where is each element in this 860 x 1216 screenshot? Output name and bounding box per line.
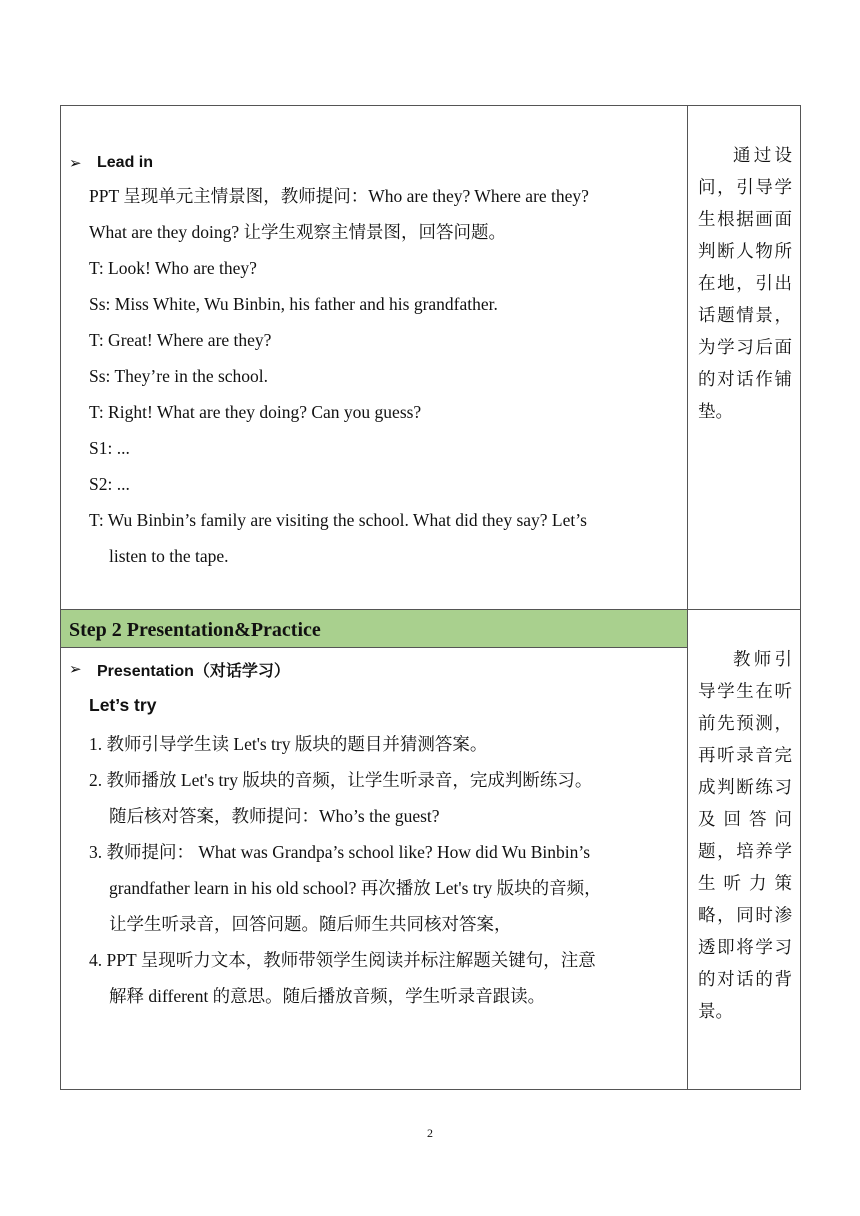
lets-try-heading: Let’s try <box>89 695 157 715</box>
lesson-plan-table <box>60 105 801 1090</box>
arrow-bullet-icon: ➢ <box>69 660 82 678</box>
lead-in-heading: Lead in <box>97 154 154 171</box>
arrow-bullet-icon: ➢ <box>69 154 82 172</box>
lead-in-line: listen to the tape. <box>109 546 229 566</box>
step2-item-line: 解释 different 的意思。随后播放音频，学生听录音跟读。 <box>109 986 546 1006</box>
lead-in-note-cell <box>688 106 801 610</box>
lead-in-note: 通过设问，引导学生根据画面判断人物所在地，引出话题情景，为学习后面的对话作铺垫。 <box>698 146 792 422</box>
step2-item-line: 4. PPT 呈现听力文本，教师带领学生阅读并标注解题关键句，注意 <box>89 950 596 970</box>
lead-in-line: S2: ... <box>89 474 130 494</box>
lead-in-line: T: Great! Where are they? <box>89 330 272 350</box>
lead-in-line: PPT 呈现单元主情景图，教师提问：Who are they? Where are they? <box>89 186 589 206</box>
lead-in-line: T: Wu Binbin’s family are visiting the school. What did they say? Let’s <box>89 510 587 530</box>
step2-title: Step 2 Presentation&Practice <box>61 610 687 648</box>
step2-item-line: 随后核对答案，教师提问：Who’s the guest? <box>109 806 440 826</box>
step2-item-line: 3. 教师提问： What was Grandpa’s school like? How did Wu Binbin’s <box>89 842 591 862</box>
presentation-heading-row <box>69 654 683 684</box>
step2-item-line: 2. 教师播放 Let's try 版块的音频，让学生听录音，完成判断练习。 <box>89 770 593 790</box>
lead-in-line: T: Look! Who are they? <box>89 258 257 278</box>
lead-in-line: S1: ... <box>89 438 130 458</box>
lead-in-line: T: Right! What are they doing? Can you guess? <box>89 402 422 422</box>
step2-item-line: 1. 教师引导学生读 Let's try 版块的题目并猜测答案。 <box>89 734 488 754</box>
lead-in-cell <box>61 106 688 610</box>
step2-note: 教师引导学生在听前先预测，再听录音完成判断练习及回答问题，培养学生听力策略，同时渗透即将学习的对话的背景。 <box>698 650 792 1022</box>
step2-cell <box>61 610 688 1090</box>
step2-item-line: 让学生听录音，回答问题。随后师生共同核对答案， <box>109 914 512 934</box>
lead-in-line: Ss: Miss White, Wu Binbin, his father and his grandfather. <box>89 294 498 314</box>
step2-item-line: grandfather learn in his old school? 再次播放 Let's try 版块的音频， <box>109 878 602 898</box>
lead-in-line: What are they doing? 让学生观察主情景图，回答问题。 <box>89 222 507 242</box>
lead-in-line: Ss: They’re in the school. <box>89 366 269 386</box>
step2-note-cell <box>688 610 801 1090</box>
presentation-heading: Presentation（对话学习） <box>97 662 290 680</box>
page-number: 2 <box>427 1126 433 1140</box>
lead-in-heading-row <box>69 148 683 178</box>
